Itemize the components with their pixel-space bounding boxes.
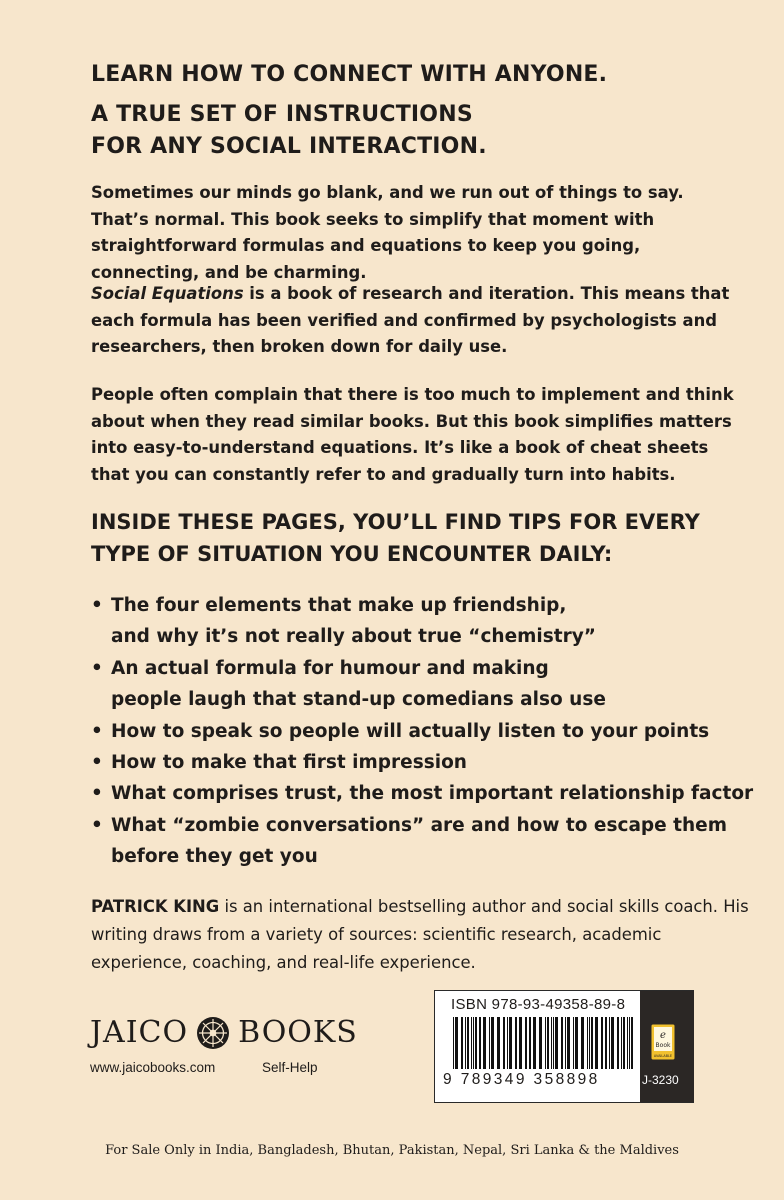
barcode-bar [551, 1017, 552, 1069]
barcode-bar [475, 1017, 477, 1069]
headline-instructions: A TRUE SET OF INSTRUCTIONS [91, 102, 473, 127]
barcode-bar [455, 1017, 458, 1069]
barcode-bar [601, 1017, 603, 1069]
barcode-digits: 9 789349 358898 [443, 1071, 600, 1088]
bullet-icon: • [91, 814, 103, 836]
tips-list [91, 590, 771, 873]
barcode-bar [545, 1017, 546, 1069]
headline-connect: LEARN HOW TO CONNECT WITH ANYONE. [91, 62, 608, 87]
publisher-website: www.jaicobooks.com [90, 1060, 216, 1075]
barcode-bar [503, 1017, 505, 1069]
barcode-bar [623, 1017, 625, 1069]
barcode-bar [591, 1017, 593, 1069]
bullet-icon: • [91, 783, 103, 805]
barcode-bar [465, 1017, 466, 1069]
wheel-logo-icon [196, 1016, 230, 1050]
barcode-bar [617, 1017, 619, 1069]
book-category: Self-Help [262, 1060, 318, 1075]
barcode-bar [611, 1017, 614, 1069]
barcode-bar [509, 1017, 512, 1069]
barcode-bar [567, 1017, 570, 1069]
barcode-bar [473, 1017, 474, 1069]
barcode-bar [553, 1017, 554, 1069]
barcode-bar [453, 1017, 454, 1069]
barcode-bar [525, 1017, 527, 1069]
barcode-bar [575, 1017, 578, 1069]
barcode-bar [565, 1017, 566, 1069]
book-description-text: is a book of research and iteration. This means that each formula has been verified and confirmed by psychologists and researchers, then broken down for daily use. [91, 284, 730, 356]
barcode-bar [483, 1017, 486, 1069]
publisher-name-left: JAICO [90, 1015, 189, 1050]
ebook-available-icon [650, 1023, 676, 1061]
barcode-bar [589, 1017, 590, 1069]
headline-interaction: FOR ANY SOCIAL INTERACTION. [91, 134, 487, 159]
barcode-bar [529, 1017, 531, 1069]
bullet-icon: • [91, 752, 103, 774]
product-code: J-3230 [642, 1073, 679, 1087]
barcode-bar [471, 1017, 472, 1069]
list-item: • How to make that first impression [91, 747, 771, 778]
barcode-bar [629, 1017, 630, 1069]
barcode-bar [609, 1017, 610, 1069]
publisher-name-right: BOOKS [238, 1015, 358, 1050]
isbn-barcode-box [434, 990, 694, 1103]
barcode-bar [539, 1017, 542, 1069]
barcode-bar [479, 1017, 481, 1069]
author-name: PATRICK KING [91, 897, 220, 916]
barcode-bar [547, 1017, 549, 1069]
book-title-italic: Social Equations [91, 284, 244, 303]
barcode-bar [621, 1017, 622, 1069]
barcode-bar [631, 1017, 633, 1069]
intro-paragraph: Sometimes our minds go blank, and we run out of things to say. That’s normal. This book seeks to simplify that moment with straightforward formulas and equations to keep you going, connecting, and be charming. [91, 183, 684, 282]
barcode-bar [507, 1017, 508, 1069]
barcode-bar [519, 1017, 522, 1069]
list-item: • What comprises trust, the most important relationship factor [91, 778, 771, 809]
barcode-bar [533, 1017, 536, 1069]
barcode-bar [489, 1017, 490, 1069]
bullet-icon: • [91, 595, 103, 616]
isbn-label: ISBN 978-93-49358-89-8 [451, 996, 626, 1013]
barcode-bar [555, 1017, 558, 1069]
ebook-badge-e: e [660, 1030, 666, 1041]
barcode-bar [515, 1017, 517, 1069]
barcode-bar [491, 1017, 494, 1069]
bullet-icon: • [91, 657, 103, 679]
tips-section-heading: INSIDE THESE PAGES, YOU’LL FIND TIPS FOR EVERY TYPE OF SITUATION YOU ENCOUNTER DAILY: [91, 510, 700, 566]
barcode-bar [561, 1017, 563, 1069]
ebook-badge-available: AVAILABLE [653, 1054, 673, 1058]
bullet-icon: • [91, 720, 103, 742]
ebook-badge-book: Book [655, 1042, 671, 1049]
publisher-logo [90, 1015, 358, 1050]
barcode-bar [627, 1017, 628, 1069]
author-bio [91, 893, 751, 977]
list-item: • An actual formula for humour and making people laugh that stand-up comedians also use [91, 653, 771, 716]
barcode-bar [587, 1017, 588, 1069]
barcode-bar [581, 1017, 584, 1069]
book-description-paragraph [91, 281, 741, 361]
author-bio-text: is an international bestselling author and social skills coach. His writing draws from a variety of sources: scientific research, academic experience, coaching, and real-life experience. [91, 897, 749, 972]
complaints-paragraph: People often complain that there is too much to implement and think about when they read similar books. But this book simplifies matters into easy-to-understand equations. It’s like a book of cheat sheets that you can constantly refer to and gradually turn into habits. [91, 385, 734, 484]
list-item: • The four elements that make up friendship, and why it’s not really about true “chemistry” [91, 590, 771, 653]
list-item: • What “zombie conversations” are and how to escape them before they get you [91, 810, 771, 873]
barcode-bar [605, 1017, 607, 1069]
barcode-bar [461, 1017, 463, 1069]
barcode-bar [595, 1017, 598, 1069]
list-item: • How to speak so people will actually listen to your points [91, 716, 771, 747]
sales-territory-notice: For Sale Only in India, Bangladesh, Bhutan, Pakistan, Nepal, Sri Lanka & the Maldives [105, 1143, 679, 1158]
barcode-bar [497, 1017, 500, 1069]
barcode-bar [467, 1017, 469, 1069]
barcode-graphic [451, 1017, 637, 1069]
barcode-bar [573, 1017, 574, 1069]
